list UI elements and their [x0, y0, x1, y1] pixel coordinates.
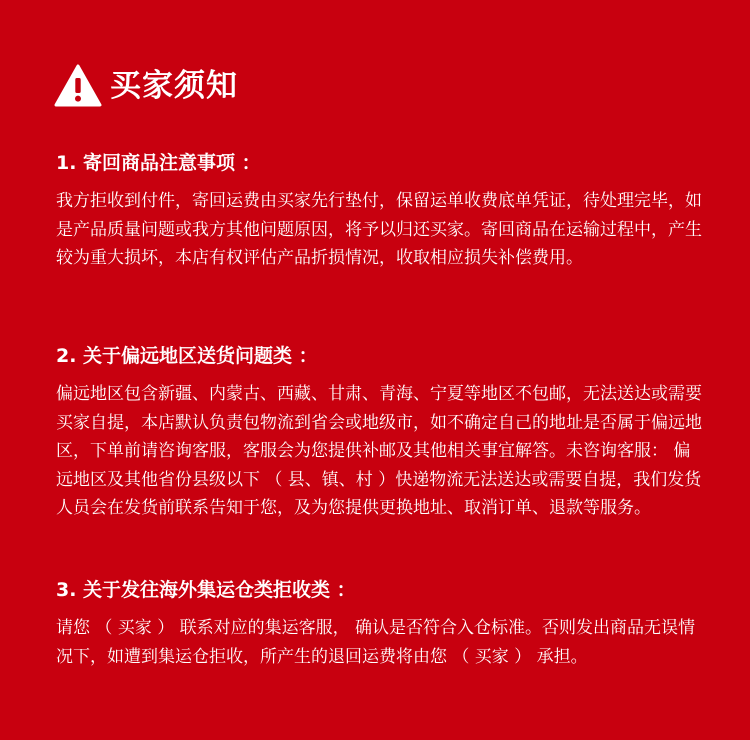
section-return-notice: [56, 149, 706, 273]
warning-triangle-icon: [54, 64, 102, 108]
section-heading: 1. 寄回商品注意事项 ：: [56, 152, 261, 174]
section-remote-delivery: [56, 342, 706, 523]
notice-header: [54, 64, 238, 108]
page-title: 买家须知: [110, 68, 238, 104]
section-heading: 2. 关于偏远地区送货问题类 ：: [56, 345, 318, 367]
section-body: 我方拒收到付件，寄回运费由买家先行垫付，保留运单收费底单凭证，待处理完毕，如是产品质量问题或我方其他问题原因，将予以归还买家。寄回商品在运输过程中，产生较为重大损坏，本店有权评估产品折损情况，收取相应损失补偿费用。: [56, 191, 702, 268]
section-overseas-warehouse: [56, 576, 706, 671]
section-body: 请您 （ 买家 ） 联系对应的集运客服， 确认是否符合入仓标准。否则发出商品无误情况下，如遭到集运仓拒收，所产生的退回运费将由您 （ 买家 ） 承担。: [56, 618, 696, 667]
section-heading: 3. 关于发往海外集运仓类拒收类 ：: [56, 579, 356, 601]
section-body: 偏远地区包含新疆、内蒙古、西藏、甘肃、青海、宁夏等地区不包邮，无法送达或需要买家自提，本店默认负责包物流到省会或地级市，如不确定自己的地址是否属于偏远地区，下单前请咨询客服，客服会为您提供补邮及其他相关事宜解答。未咨询客服： 偏远地区及其他省份县级以下 （ 县、镇、村 ）快递物流无法送达或需要自提，我们发货人员会在发货前联系告知于您，及为您提供更换地址、取消订单、退款等服务。: [56, 384, 702, 518]
